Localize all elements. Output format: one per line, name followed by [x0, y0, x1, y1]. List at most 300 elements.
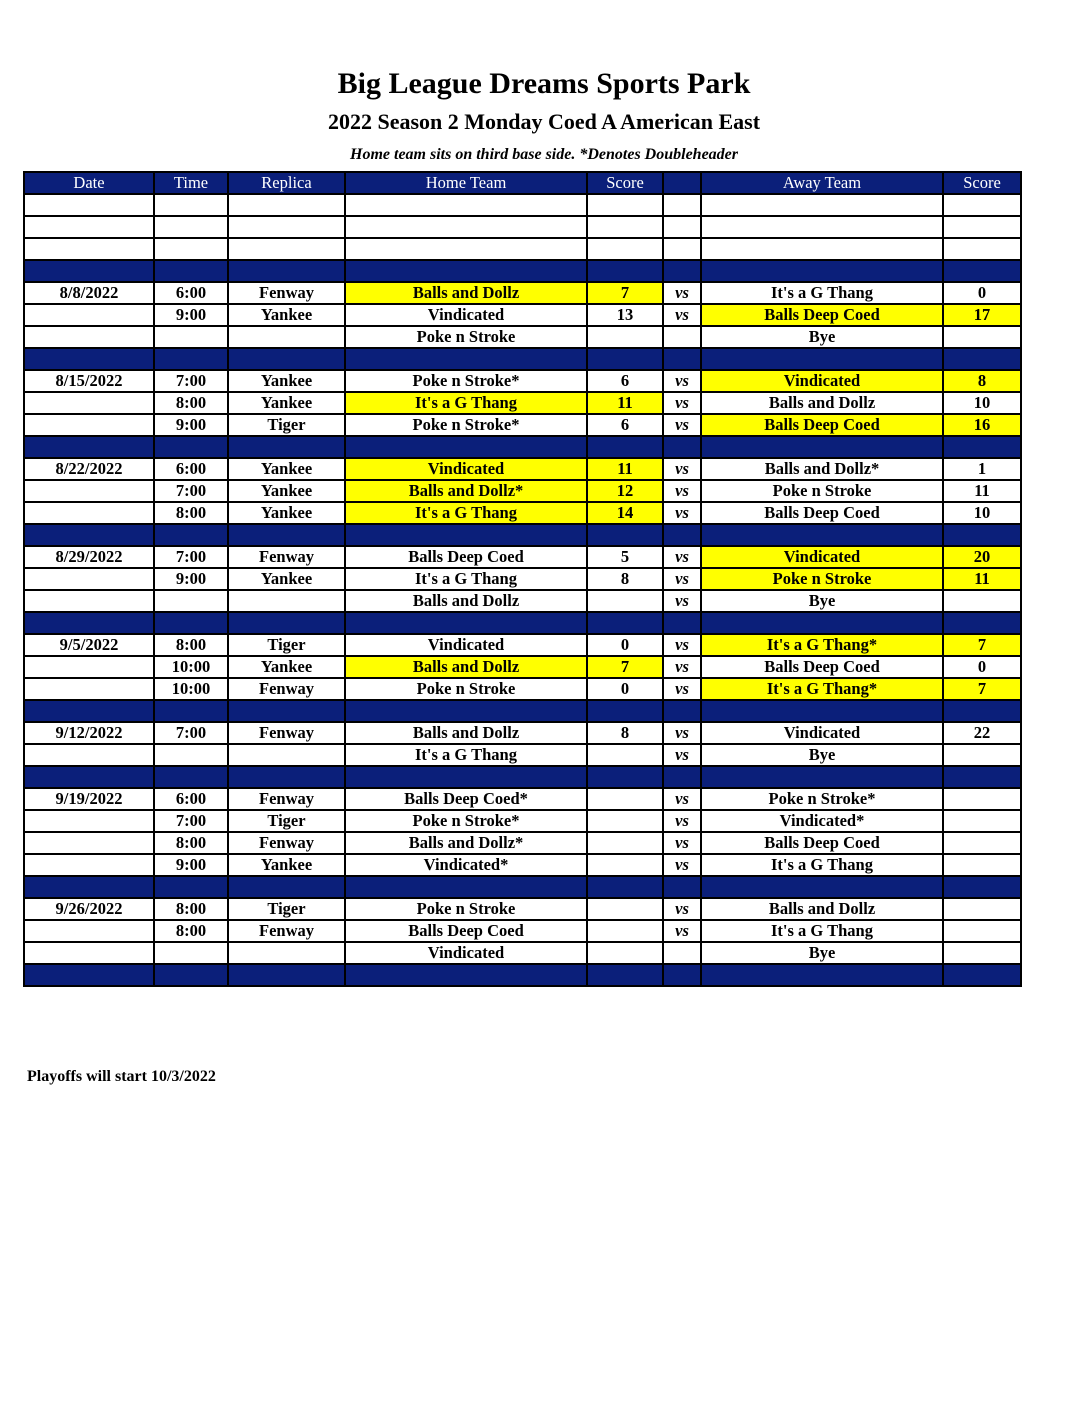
time-cell: [154, 524, 228, 546]
vs-cell: [663, 348, 701, 370]
date-cell: [24, 876, 154, 898]
home-score-cell: 8: [587, 722, 663, 744]
date-cell: [24, 260, 154, 282]
away-team-cell: It's a G Thang: [701, 854, 943, 876]
vs-cell: [663, 326, 701, 348]
home-score-cell: [587, 348, 663, 370]
replica-cell: [228, 590, 345, 612]
away-score-cell: 20: [943, 546, 1021, 568]
home-score-cell: 7: [587, 282, 663, 304]
home-team-cell: Balls Deep Coed: [345, 546, 587, 568]
away-score-cell: [943, 612, 1021, 634]
home-score-cell: [587, 194, 663, 216]
home-score-cell: [587, 436, 663, 458]
time-cell: 7:00: [154, 480, 228, 502]
away-team-cell: Balls Deep Coed: [701, 502, 943, 524]
home-score-cell: [587, 590, 663, 612]
replica-cell: Yankee: [228, 502, 345, 524]
date-cell: [24, 304, 154, 326]
home-score-cell: 8: [587, 568, 663, 590]
replica-cell: [228, 766, 345, 788]
away-team-cell: [701, 194, 943, 216]
time-cell: 9:00: [154, 568, 228, 590]
game-row: [24, 282, 1021, 304]
home-team-cell: Balls and Dollz: [345, 656, 587, 678]
date-cell: [24, 810, 154, 832]
home-score-cell: [587, 810, 663, 832]
home-team-cell: Balls and Dollz*: [345, 832, 587, 854]
time-cell: 10:00: [154, 678, 228, 700]
home-team-cell: Balls and Dollz: [345, 282, 587, 304]
game-row: [24, 568, 1021, 590]
time-cell: [154, 942, 228, 964]
replica-cell: Yankee: [228, 304, 345, 326]
away-score-cell: [943, 326, 1021, 348]
schedule-note: Home team sits on third base side. *Denotes Doubleheader: [350, 146, 738, 163]
vs-cell: vs: [663, 656, 701, 678]
home-score-cell: [587, 920, 663, 942]
replica-cell: [228, 326, 345, 348]
game-row: [24, 480, 1021, 502]
date-cell: [24, 238, 154, 260]
date-cell: [24, 832, 154, 854]
home-team-cell: Balls and Dollz: [345, 722, 587, 744]
home-score-cell: [587, 326, 663, 348]
home-team-cell: Poke n Stroke: [345, 678, 587, 700]
home-team-cell: Vindicated: [345, 634, 587, 656]
date-cell: 9/5/2022: [24, 634, 154, 656]
away-team-cell: Balls Deep Coed: [701, 304, 943, 326]
away-score-cell: 22: [943, 722, 1021, 744]
week-separator-row: [24, 524, 1021, 546]
home-team-cell: [345, 436, 587, 458]
home-team-cell: Balls Deep Coed: [345, 920, 587, 942]
col-header-vs: [663, 172, 701, 194]
time-cell: [154, 700, 228, 722]
replica-cell: [228, 238, 345, 260]
home-team-cell: [345, 238, 587, 260]
away-score-cell: [943, 194, 1021, 216]
vs-cell: vs: [663, 304, 701, 326]
home-team-cell: It's a G Thang: [345, 392, 587, 414]
home-team-cell: It's a G Thang: [345, 568, 587, 590]
replica-cell: Yankee: [228, 392, 345, 414]
replica-cell: [228, 216, 345, 238]
vs-cell: vs: [663, 568, 701, 590]
time-cell: 10:00: [154, 656, 228, 678]
replica-cell: Fenway: [228, 722, 345, 744]
replica-cell: Tiger: [228, 634, 345, 656]
vs-cell: [663, 612, 701, 634]
away-score-cell: [943, 260, 1021, 282]
time-cell: 8:00: [154, 392, 228, 414]
away-team-cell: It's a G Thang*: [701, 678, 943, 700]
time-cell: [154, 348, 228, 370]
away-team-cell: [701, 612, 943, 634]
game-row: [24, 414, 1021, 436]
replica-cell: Tiger: [228, 898, 345, 920]
date-cell: [24, 612, 154, 634]
col-header-away-team: Away Team: [701, 172, 943, 194]
vs-cell: [663, 766, 701, 788]
replica-cell: [228, 194, 345, 216]
blank-row: [24, 194, 1021, 216]
away-team-cell: [701, 766, 943, 788]
away-score-cell: 10: [943, 502, 1021, 524]
time-cell: 7:00: [154, 370, 228, 392]
away-score-cell: [943, 766, 1021, 788]
away-score-cell: [943, 216, 1021, 238]
date-cell: [24, 216, 154, 238]
col-header-home-team: Home Team: [345, 172, 587, 194]
home-score-cell: [587, 854, 663, 876]
blank-row: [24, 216, 1021, 238]
time-cell: [154, 876, 228, 898]
home-score-cell: 5: [587, 546, 663, 568]
away-team-cell: [701, 348, 943, 370]
replica-cell: [228, 524, 345, 546]
away-team-cell: It's a G Thang: [701, 282, 943, 304]
date-cell: [24, 678, 154, 700]
home-team-cell: [345, 216, 587, 238]
vs-cell: vs: [663, 832, 701, 854]
away-team-cell: [701, 238, 943, 260]
replica-cell: Fenway: [228, 678, 345, 700]
date-cell: 8/8/2022: [24, 282, 154, 304]
vs-cell: vs: [663, 458, 701, 480]
game-row: [24, 832, 1021, 854]
game-row: [24, 458, 1021, 480]
away-team-cell: Balls and Dollz: [701, 898, 943, 920]
week-separator-row: [24, 260, 1021, 282]
replica-cell: Yankee: [228, 458, 345, 480]
away-score-cell: [943, 854, 1021, 876]
away-team-cell: Bye: [701, 744, 943, 766]
vs-cell: [663, 876, 701, 898]
date-cell: 8/29/2022: [24, 546, 154, 568]
time-cell: 7:00: [154, 722, 228, 744]
away-score-cell: 16: [943, 414, 1021, 436]
home-team-cell: [345, 524, 587, 546]
col-header-away-score: Score: [943, 172, 1021, 194]
game-row: [24, 722, 1021, 744]
home-score-cell: 0: [587, 634, 663, 656]
away-score-cell: 7: [943, 634, 1021, 656]
col-header-time: Time: [154, 172, 228, 194]
replica-cell: Fenway: [228, 832, 345, 854]
vs-cell: vs: [663, 854, 701, 876]
away-team-cell: [701, 436, 943, 458]
home-team-cell: It's a G Thang: [345, 744, 587, 766]
vs-cell: [663, 216, 701, 238]
date-cell: [24, 414, 154, 436]
game-row: [24, 678, 1021, 700]
time-cell: 9:00: [154, 414, 228, 436]
away-score-cell: 11: [943, 568, 1021, 590]
away-score-cell: 8: [943, 370, 1021, 392]
week-separator-row: [24, 766, 1021, 788]
home-score-cell: [587, 876, 663, 898]
vs-cell: vs: [663, 502, 701, 524]
home-score-cell: [587, 524, 663, 546]
vs-cell: vs: [663, 414, 701, 436]
away-score-cell: [943, 810, 1021, 832]
away-team-cell: [701, 216, 943, 238]
week-separator-row: [24, 876, 1021, 898]
game-row: [24, 920, 1021, 942]
away-score-cell: [943, 238, 1021, 260]
home-team-cell: Vindicated: [345, 458, 587, 480]
replica-cell: [228, 436, 345, 458]
vs-cell: vs: [663, 678, 701, 700]
game-row: [24, 788, 1021, 810]
game-row: [24, 392, 1021, 414]
away-team-cell: Bye: [701, 326, 943, 348]
away-score-cell: 11: [943, 480, 1021, 502]
schedule-table: [23, 171, 1022, 987]
time-cell: 8:00: [154, 502, 228, 524]
vs-cell: vs: [663, 282, 701, 304]
away-score-cell: [943, 920, 1021, 942]
date-cell: [24, 568, 154, 590]
game-row: [24, 634, 1021, 656]
replica-cell: [228, 260, 345, 282]
date-cell: 9/26/2022: [24, 898, 154, 920]
away-team-cell: [701, 260, 943, 282]
home-score-cell: 12: [587, 480, 663, 502]
table-header-row: [24, 172, 1021, 194]
home-score-cell: [587, 766, 663, 788]
playoffs-note: Playoffs will start 10/3/2022: [27, 1068, 216, 1085]
game-row: [24, 370, 1021, 392]
time-cell: 8:00: [154, 898, 228, 920]
time-cell: [154, 766, 228, 788]
col-header-date: Date: [24, 172, 154, 194]
vs-cell: [663, 964, 701, 986]
home-score-cell: [587, 260, 663, 282]
away-score-cell: 1: [943, 458, 1021, 480]
away-team-cell: It's a G Thang*: [701, 634, 943, 656]
home-score-cell: 7: [587, 656, 663, 678]
time-cell: 8:00: [154, 920, 228, 942]
time-cell: [154, 194, 228, 216]
replica-cell: Tiger: [228, 414, 345, 436]
vs-cell: vs: [663, 392, 701, 414]
away-team-cell: [701, 700, 943, 722]
week-separator-row: [24, 436, 1021, 458]
date-cell: [24, 326, 154, 348]
home-team-cell: Poke n Stroke*: [345, 370, 587, 392]
replica-cell: Fenway: [228, 920, 345, 942]
game-row: [24, 304, 1021, 326]
date-cell: 9/12/2022: [24, 722, 154, 744]
away-team-cell: [701, 964, 943, 986]
time-cell: [154, 216, 228, 238]
time-cell: 8:00: [154, 832, 228, 854]
away-score-cell: 17: [943, 304, 1021, 326]
date-cell: [24, 656, 154, 678]
game-row: [24, 326, 1021, 348]
game-row: [24, 590, 1021, 612]
away-score-cell: [943, 876, 1021, 898]
week-separator-row: [24, 612, 1021, 634]
vs-cell: [663, 194, 701, 216]
week-separator-row: [24, 348, 1021, 370]
away-team-cell: Balls Deep Coed: [701, 414, 943, 436]
away-score-cell: [943, 700, 1021, 722]
replica-cell: [228, 744, 345, 766]
away-score-cell: [943, 898, 1021, 920]
home-score-cell: 6: [587, 414, 663, 436]
away-score-cell: [943, 436, 1021, 458]
away-team-cell: Vindicated: [701, 546, 943, 568]
home-score-cell: 0: [587, 678, 663, 700]
home-team-cell: Poke n Stroke: [345, 898, 587, 920]
vs-cell: [663, 238, 701, 260]
away-team-cell: [701, 524, 943, 546]
away-team-cell: Vindicated: [701, 722, 943, 744]
game-row: [24, 546, 1021, 568]
game-row: [24, 942, 1021, 964]
home-score-cell: 13: [587, 304, 663, 326]
vs-cell: [663, 436, 701, 458]
time-cell: 7:00: [154, 810, 228, 832]
home-score-cell: 6: [587, 370, 663, 392]
vs-cell: vs: [663, 920, 701, 942]
schedule-body: [24, 194, 1021, 986]
page-title: Big League Dreams Sports Park: [337, 67, 751, 100]
date-cell: [24, 524, 154, 546]
replica-cell: Fenway: [228, 282, 345, 304]
away-score-cell: 10: [943, 392, 1021, 414]
home-score-cell: 11: [587, 458, 663, 480]
date-cell: [24, 392, 154, 414]
week-separator-row: [24, 964, 1021, 986]
replica-cell: [228, 964, 345, 986]
home-score-cell: 11: [587, 392, 663, 414]
game-row: [24, 744, 1021, 766]
date-cell: [24, 964, 154, 986]
col-header-home-score: Score: [587, 172, 663, 194]
away-team-cell: Balls and Dollz*: [701, 458, 943, 480]
replica-cell: Yankee: [228, 370, 345, 392]
date-cell: [24, 744, 154, 766]
date-cell: [24, 480, 154, 502]
home-score-cell: [587, 744, 663, 766]
time-cell: [154, 964, 228, 986]
away-team-cell: Balls Deep Coed: [701, 656, 943, 678]
home-team-cell: Vindicated: [345, 304, 587, 326]
game-row: [24, 502, 1021, 524]
replica-cell: Yankee: [228, 656, 345, 678]
home-team-cell: [345, 876, 587, 898]
home-score-cell: [587, 898, 663, 920]
away-score-cell: 7: [943, 678, 1021, 700]
time-cell: 6:00: [154, 282, 228, 304]
home-team-cell: [345, 260, 587, 282]
away-team-cell: Vindicated*: [701, 810, 943, 832]
home-team-cell: [345, 766, 587, 788]
time-cell: [154, 590, 228, 612]
home-team-cell: [345, 964, 587, 986]
away-score-cell: [943, 590, 1021, 612]
replica-cell: [228, 348, 345, 370]
away-score-cell: 0: [943, 282, 1021, 304]
away-team-cell: Balls and Dollz: [701, 392, 943, 414]
date-cell: [24, 348, 154, 370]
home-score-cell: [587, 700, 663, 722]
away-team-cell: Bye: [701, 942, 943, 964]
time-cell: [154, 326, 228, 348]
col-header-replica: Replica: [228, 172, 345, 194]
home-score-cell: [587, 612, 663, 634]
replica-cell: Yankee: [228, 568, 345, 590]
date-cell: 9/19/2022: [24, 788, 154, 810]
home-team-cell: [345, 194, 587, 216]
date-cell: [24, 502, 154, 524]
replica-cell: Tiger: [228, 810, 345, 832]
home-team-cell: Poke n Stroke*: [345, 414, 587, 436]
home-team-cell: Balls Deep Coed*: [345, 788, 587, 810]
home-team-cell: Balls and Dollz: [345, 590, 587, 612]
home-score-cell: [587, 942, 663, 964]
away-score-cell: 0: [943, 656, 1021, 678]
home-team-cell: Poke n Stroke*: [345, 810, 587, 832]
vs-cell: vs: [663, 744, 701, 766]
away-team-cell: Poke n Stroke*: [701, 788, 943, 810]
away-score-cell: [943, 964, 1021, 986]
game-row: [24, 656, 1021, 678]
time-cell: 9:00: [154, 854, 228, 876]
date-cell: [24, 854, 154, 876]
vs-cell: vs: [663, 480, 701, 502]
time-cell: 6:00: [154, 788, 228, 810]
time-cell: [154, 612, 228, 634]
date-cell: 8/22/2022: [24, 458, 154, 480]
date-cell: [24, 590, 154, 612]
time-cell: 8:00: [154, 634, 228, 656]
replica-cell: Fenway: [228, 788, 345, 810]
vs-cell: [663, 524, 701, 546]
time-cell: 7:00: [154, 546, 228, 568]
blank-row: [24, 238, 1021, 260]
vs-cell: vs: [663, 788, 701, 810]
away-team-cell: Poke n Stroke: [701, 568, 943, 590]
date-cell: [24, 194, 154, 216]
home-score-cell: [587, 238, 663, 260]
game-row: [24, 810, 1021, 832]
home-team-cell: Poke n Stroke: [345, 326, 587, 348]
date-cell: [24, 436, 154, 458]
time-cell: 6:00: [154, 458, 228, 480]
vs-cell: vs: [663, 898, 701, 920]
time-cell: [154, 436, 228, 458]
time-cell: [154, 260, 228, 282]
replica-cell: [228, 876, 345, 898]
time-cell: 9:00: [154, 304, 228, 326]
away-score-cell: [943, 832, 1021, 854]
date-cell: [24, 920, 154, 942]
home-team-cell: It's a G Thang: [345, 502, 587, 524]
away-score-cell: [943, 942, 1021, 964]
date-cell: [24, 766, 154, 788]
game-row: [24, 854, 1021, 876]
home-score-cell: [587, 216, 663, 238]
away-team-cell: Balls Deep Coed: [701, 832, 943, 854]
replica-cell: Fenway: [228, 546, 345, 568]
home-score-cell: 14: [587, 502, 663, 524]
away-score-cell: [943, 348, 1021, 370]
